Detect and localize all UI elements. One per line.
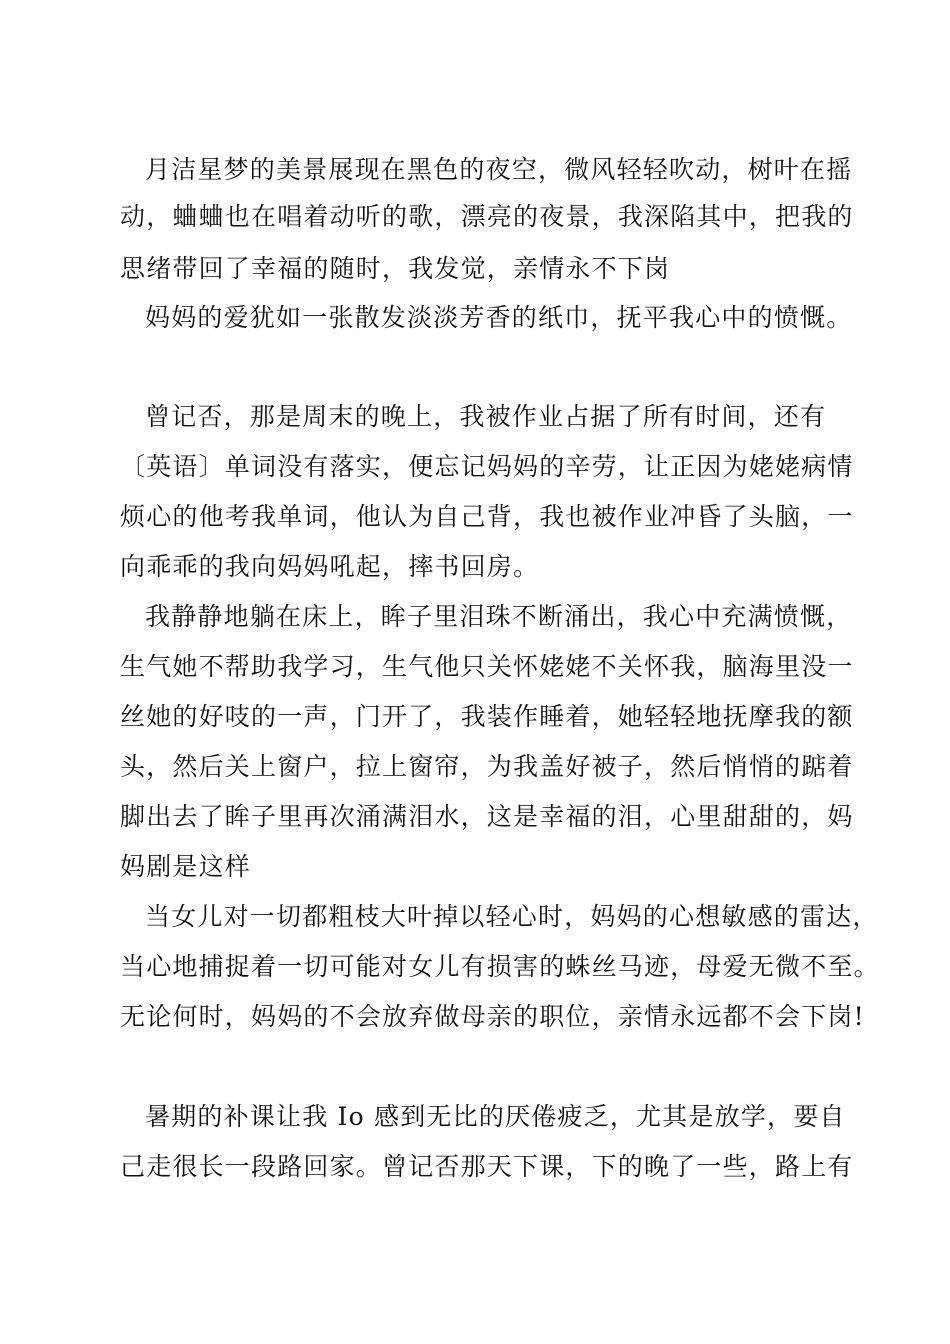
text-line: 〔英语〕单词没有落实，便忘记妈妈的辛劳，让正因为姥姥病情 [120, 452, 854, 481]
text-line: 妈剧是这样 [120, 852, 252, 881]
text-line: 丝她的好吱的一声，门开了，我装作睡着，她轻轻地抚摩我的额 [120, 702, 854, 731]
text-line: 思绪带回了幸福的随时，我发觉，亲情永不下岗 [120, 254, 671, 283]
text-line: 无论何时，妈妈的不会放弃做母亲的职位，亲情永远都不会下岗! [120, 1002, 865, 1031]
text-line: 妈妈的爱犹如一张散发淡淡芳香的纸巾，抚平我心中的愤慨。 [145, 303, 853, 332]
text-line: 动，蛐蛐也在唱着动听的歌，漂亮的夜景，我深陷其中，把我的 [120, 202, 854, 231]
text-line: 我静静地躺在床上，眸子里泪珠不断涌出，我心中充满愤慨， [145, 602, 853, 631]
text-line: 向乖乖的我向妈妈吼起，摔书回房。 [120, 552, 540, 581]
text-line: 暑期的补课让我 Io 感到无比的厌倦疲乏，尤其是放学，要自 [145, 1102, 846, 1131]
text-line: 脚出去了眸子里再次涌满泪水，这是幸福的泪，心里甜甜的，妈 [120, 802, 854, 831]
text-line: 烦心的他考我单词，他认为自己背，我也被作业冲昏了头脑，一 [120, 502, 854, 531]
text-line: 曾记否，那是周末的晚上，我被作业占据了所有时间，还有 [145, 402, 827, 431]
text-line: 当女儿对一切都粗枝大叶掉以轻心时，妈妈的心想敏感的雷达， [145, 902, 879, 931]
text-line: 当心地捕捉着一切可能对女儿有损害的蛛丝马迹，母爱无微不至。 [120, 952, 880, 981]
text-line: 己走很长一段路回家。曾记否那天下课，下的晚了一些，路上有 [120, 1152, 854, 1181]
text-line: 月洁星梦的美景展现在黑色的夜空，微风轻轻吹动，树叶在摇 [145, 155, 853, 184]
text-line: 头，然后关上窗户，拉上窗帘，为我盖好被子，然后悄悄的踮着 [120, 752, 854, 781]
text-line: 生气她不帮助我学习，生气他只关怀姥姥不关怀我，脑海里没一 [120, 652, 854, 681]
